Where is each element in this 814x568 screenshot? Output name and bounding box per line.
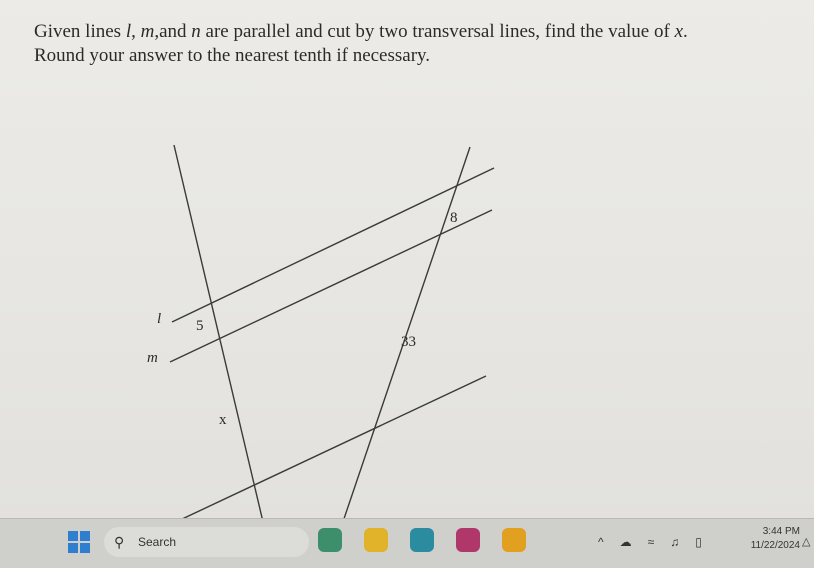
question-line-2: Round your answer to the nearest tenth if necessary. bbox=[34, 45, 431, 66]
app-icon-1[interactable] bbox=[318, 528, 342, 552]
label-m: m bbox=[147, 350, 158, 366]
volume-icon[interactable]: ♫ bbox=[670, 535, 680, 549]
line-l bbox=[172, 168, 494, 322]
label-x: x bbox=[219, 412, 227, 428]
search-label: Search bbox=[138, 535, 177, 549]
label-8: 8 bbox=[450, 210, 458, 226]
cloud-icon[interactable]: ☁ bbox=[619, 535, 632, 549]
line-n bbox=[95, 376, 486, 518]
chrome-icon[interactable] bbox=[502, 528, 526, 552]
windows-logo-icon bbox=[68, 531, 78, 541]
clock[interactable] bbox=[738, 525, 800, 553]
label-5: 5 bbox=[196, 318, 204, 334]
start-button[interactable] bbox=[68, 531, 90, 553]
taskbar bbox=[0, 518, 814, 568]
label-33: 33 bbox=[401, 334, 416, 350]
search-icon: ⚲ bbox=[114, 533, 125, 550]
time: 3:44 PM bbox=[762, 526, 800, 537]
transversal-left bbox=[174, 145, 272, 518]
taskbar-search[interactable] bbox=[104, 527, 309, 557]
question-line-1: Given lines l, m,and n are parallel and cut by two transversal lines, find the value of x. bbox=[34, 21, 688, 42]
label-l: l bbox=[157, 311, 162, 327]
edge-icon[interactable] bbox=[410, 528, 434, 552]
notification-bell-icon[interactable]: △ bbox=[802, 536, 811, 548]
wifi-icon[interactable]: ≈ bbox=[647, 535, 655, 549]
battery-icon[interactable]: ▯ bbox=[695, 535, 702, 549]
folder-icon[interactable] bbox=[364, 528, 388, 552]
line-m bbox=[170, 210, 492, 362]
chevron-up-icon[interactable]: ^ bbox=[598, 535, 604, 549]
app-icon-p[interactable] bbox=[456, 528, 480, 552]
system-tray bbox=[598, 535, 702, 549]
date: 11/22/2024 bbox=[750, 540, 800, 551]
transversal-right bbox=[330, 147, 470, 518]
pinned-apps bbox=[318, 528, 526, 552]
